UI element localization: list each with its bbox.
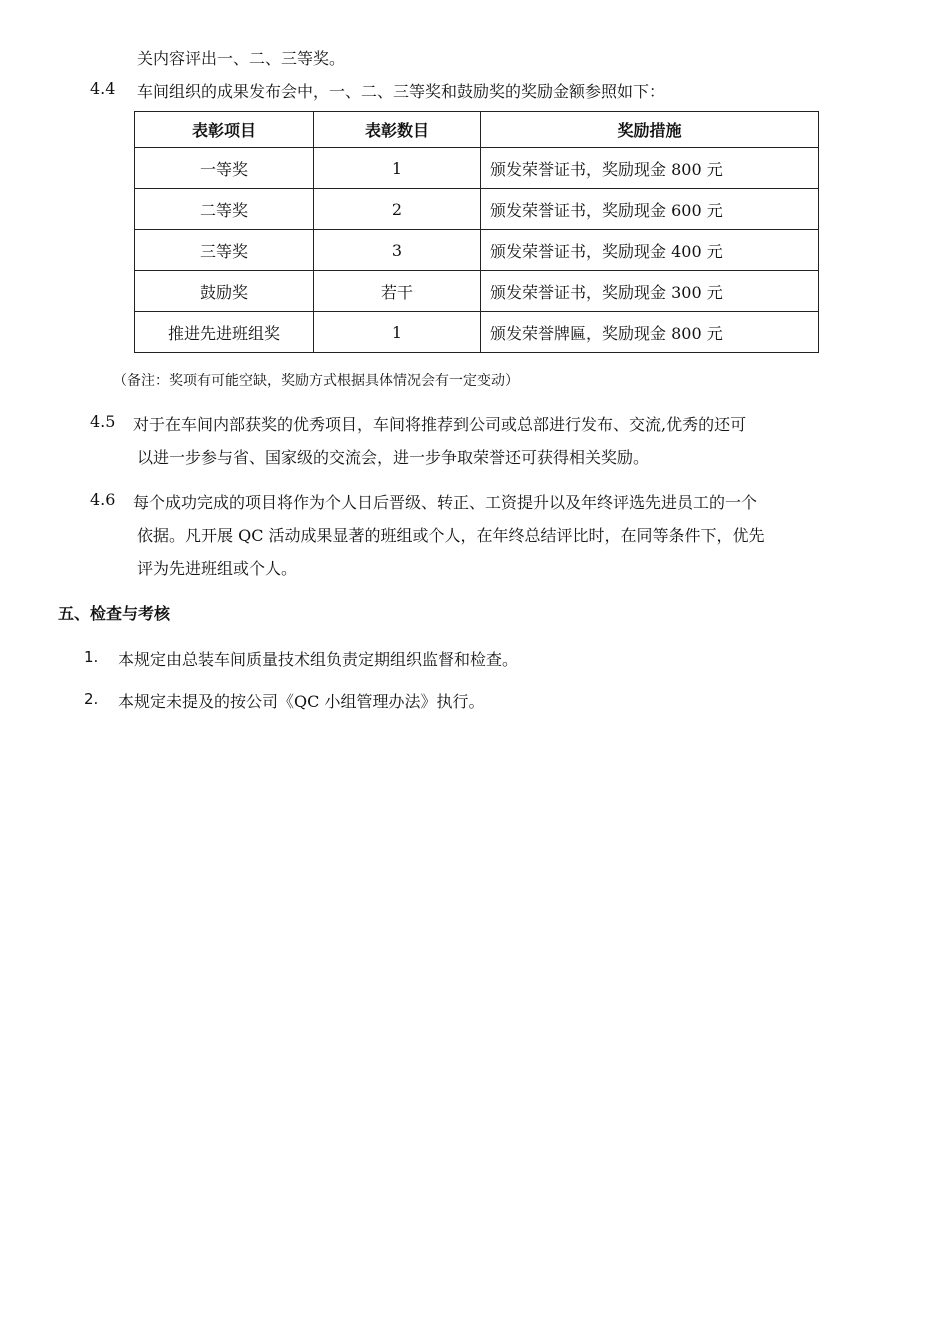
award-count: 1 [314, 312, 481, 353]
paragraph-4-5-line-1: 对于在车间内部获奖的优秀项目，车间将推荐到公司或总部进行发布、交流,优秀的还可 [133, 415, 747, 434]
paragraph-4-6-number: 4.6 [90, 490, 116, 509]
list-item-number: 2. [84, 690, 99, 708]
award-name: 三等奖 [135, 230, 314, 271]
table-row [135, 271, 819, 312]
table-row [135, 230, 819, 271]
award-count: 1 [314, 148, 481, 189]
paragraph-4-5-line-2: 以进一步参与省、国家级的交流会，进一步争取荣誉还可获得相关奖励。 [137, 448, 650, 467]
award-count: 若干 [314, 271, 481, 312]
paragraph-4-5-number: 4.5 [90, 412, 116, 431]
award-name: 鼓励奖 [135, 271, 314, 312]
header-award-measure: 奖励措施 [481, 112, 819, 148]
header-award-count: 表彰数目 [314, 112, 481, 148]
list-item-text: 本规定未提及的按公司《QC 小组管理办法》执行。 [118, 692, 485, 711]
award-measure: 颁发荣誉证书，奖励现金 400 元 [481, 230, 819, 271]
award-name: 二等奖 [135, 189, 314, 230]
continuation-line: 关内容评出一、二、三等奖。 [137, 49, 346, 68]
list-item-text: 本规定由总装车间质量技术组负责定期组织监督和检查。 [118, 650, 519, 669]
section-5-heading: 五、检查与考核 [58, 604, 171, 623]
table-note: （备注：奖项有可能空缺，奖励方式根据具体情况会有一定变动） [113, 373, 519, 389]
list-item-number: 1. [84, 648, 99, 666]
paragraph-4-4-number: 4.4 [90, 79, 116, 98]
award-measure: 颁发荣誉证书，奖励现金 300 元 [481, 271, 819, 312]
award-measure: 颁发荣誉证书，奖励现金 600 元 [481, 189, 819, 230]
paragraph-4-6-line-3: 评为先进班组或个人。 [137, 559, 298, 578]
paragraph-4-4-text: 车间组织的成果发布会中，一、二、三等奖和鼓励奖的奖励金额参照如下： [137, 82, 666, 101]
award-count: 2 [314, 189, 481, 230]
award-table [134, 111, 819, 353]
paragraph-4-6-line-1: 每个成功完成的项目将作为个人日后晋级、转正、工资提升以及年终评选先进员工的一个 [133, 493, 758, 512]
table-row [135, 148, 819, 189]
award-name: 推进先进班组奖 [135, 312, 314, 353]
award-count: 3 [314, 230, 481, 271]
award-measure: 颁发荣誉牌匾，奖励现金 800 元 [481, 312, 819, 353]
table-row [135, 189, 819, 230]
table-row [135, 312, 819, 353]
award-name: 一等奖 [135, 148, 314, 189]
paragraph-4-6-line-2: 依据。凡开展 QC 活动成果显著的班组或个人，在年终总结评比时，在同等条件下，优先 [137, 526, 765, 545]
award-measure: 颁发荣誉证书，奖励现金 800 元 [481, 148, 819, 189]
header-award-item: 表彰项目 [135, 112, 314, 148]
award-table-header-row [135, 112, 819, 148]
